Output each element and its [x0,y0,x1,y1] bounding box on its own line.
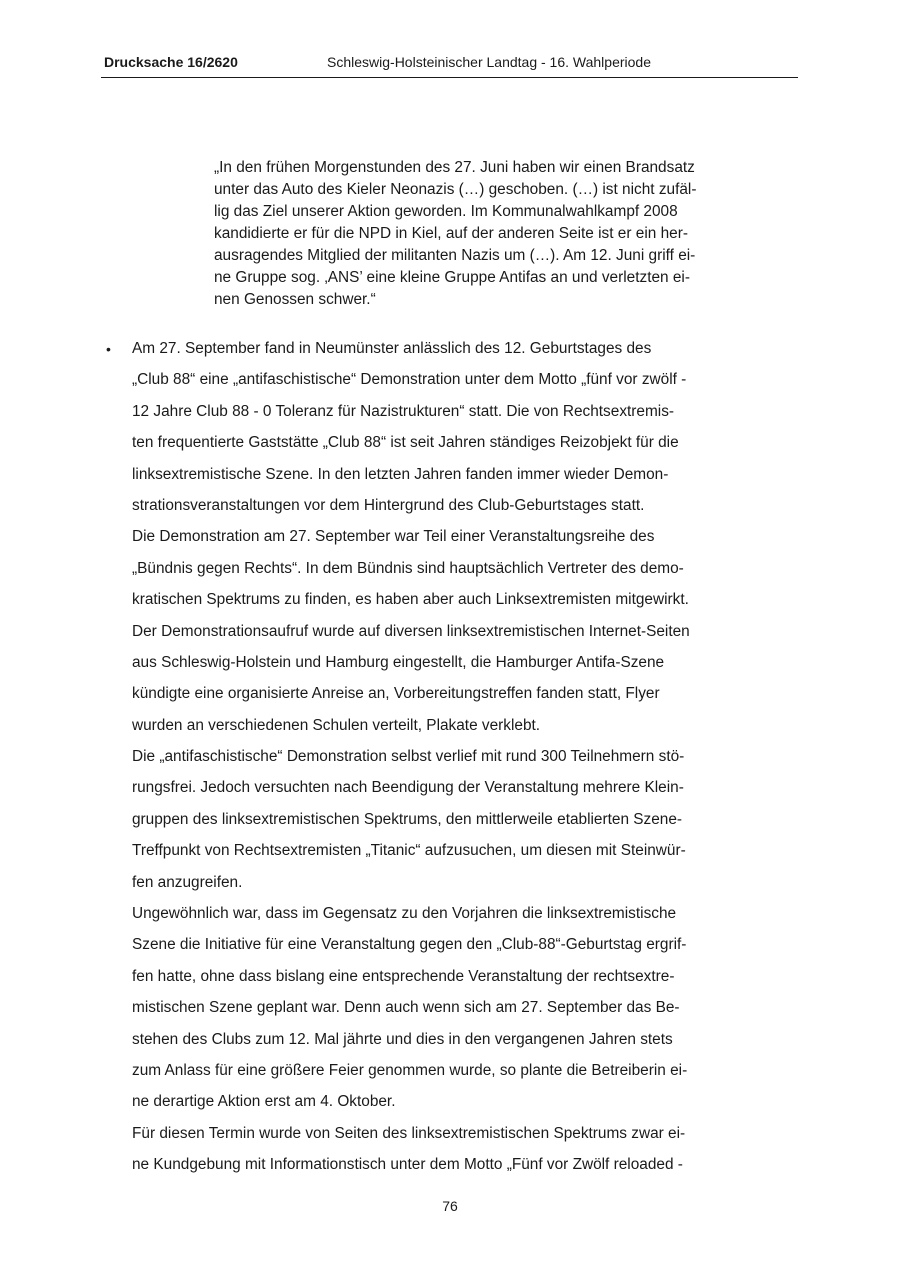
page-header [104,52,798,76]
body-line: linksextremistische Szene. In den letzten Jahren fanden immer wieder Demon- [132,465,669,483]
body-line: Der Demonstrationsaufruf wurde auf diversen linksextremistischen Internet-Seiten [132,622,690,640]
body-line: Die Demonstration am 27. September war Teil einer Veranstaltungsreihe des [132,528,655,546]
body-line: kündigte eine organisierte Anreise an, Vorbereitungstreffen fanden statt, Flyer [132,685,660,703]
quote-line: ne Gruppe sog. ‚ANS’ eine kleine Gruppe Antifas an und verletzten ei- [214,269,690,286]
body-line: gruppen des linksextremistischen Spektrums, den mittlerweile etablierten Szene- [132,810,683,828]
block-quote [214,157,794,311]
body-line: strationsveranstaltungen vor dem Hintergrund des Club-Geburtstages statt. [132,496,645,514]
quote-line: „In den frühen Morgenstunden des 27. Juni haben wir einen Brandsatz [214,159,695,176]
document-number: Drucksache 16/2620 [104,54,238,70]
quote-line: kandidierte er für die NPD in Kiel, auf der anderen Seite ist er ein her- [214,225,688,242]
body-line: Für diesen Termin wurde von Seiten des linksextremistischen Spektrums zwar ei- [132,1124,686,1142]
quote-line: unter das Auto des Kieler Neonazis (…) geschoben. (…) ist nicht zufäl- [214,181,697,198]
bullet-marker: • [106,341,111,357]
body-line: fen anzugreifen. [132,873,243,891]
body-line: wurden an verschiedenen Schulen verteilt, Plakate verklebt. [132,716,541,734]
body-line: zum Anlass für eine größere Feier genommen wurde, so plante die Betreiberin ei- [132,1061,688,1079]
body-line: ten frequentierte Gaststätte „Club 88“ ist seit Jahren ständiges Reizobjekt für die [132,434,679,452]
page-number: 76 [442,1198,458,1214]
body-line: kratischen Spektrums zu finden, es haben aber auch Linksextremisten mitgewirkt. [132,591,689,609]
body-line: aus Schleswig-Holstein und Hamburg eingestellt, die Hamburger Antifa-Szene [132,653,665,671]
body-line: mistischen Szene geplant war. Denn auch wenn sich am 27. September das Be- [132,999,680,1017]
body-line: ne Kundgebung mit Informationstisch unter dem Motto „Fünf vor Zwölf reloaded - [132,1156,683,1174]
header-rule [101,77,798,78]
header-title: Schleswig-Holsteinischer Landtag - 16. Wahlperiode [327,54,651,70]
body-line: Die „antifaschistische“ Demonstration selbst verlief mit rund 300 Teilnehmern stö- [132,748,685,766]
body-line: Treffpunkt von Rechtsextremisten „Titanic“ aufzusuchen, um diesen mit Steinwür- [132,842,686,860]
body-line: 12 Jahre Club 88 - 0 Toleranz für Nazistrukturen“ statt. Die von Rechtsextremis- [132,402,675,420]
body-line: Am 27. September fand in Neumünster anlässlich des 12. Geburtstages des [132,340,652,357]
bullet-paragraph [132,333,798,1181]
quote-line: nen Genossen schwer.“ [214,291,376,308]
body-line: Szene die Initiative für eine Veranstaltung gegen den „Club-88“-Geburtstag ergrif- [132,936,687,954]
quote-line: lig das Ziel unserer Aktion geworden. Im Kommunalwahlkampf 2008 [214,203,678,220]
body-line: ne derartige Aktion erst am 4. Oktober. [132,1093,396,1111]
body-line: Ungewöhnlich war, dass im Gegensatz zu den Vorjahren die linksextremistische [132,905,677,923]
body-line: stehen des Clubs zum 12. Mal jährte und dies in den vergangenen Jahren stets [132,1030,673,1048]
body-line: „Bündnis gegen Rechts“. In dem Bündnis sind hauptsächlich Vertreter des demo- [132,559,684,577]
body-line: „Club 88“ eine „antifaschistische“ Demonstration unter dem Motto „fünf vor zwölf - [132,371,687,389]
body-line: fen hatte, ohne dass bislang eine entsprechende Veranstaltung der rechtsextre- [132,967,675,985]
body-line: rungsfrei. Jedoch versuchten nach Beendigung der Veranstaltung mehrere Klein- [132,779,684,797]
quote-line: ausragendes Mitglied der militanten Nazis um (…). Am 12. Juni griff ei- [214,247,696,264]
